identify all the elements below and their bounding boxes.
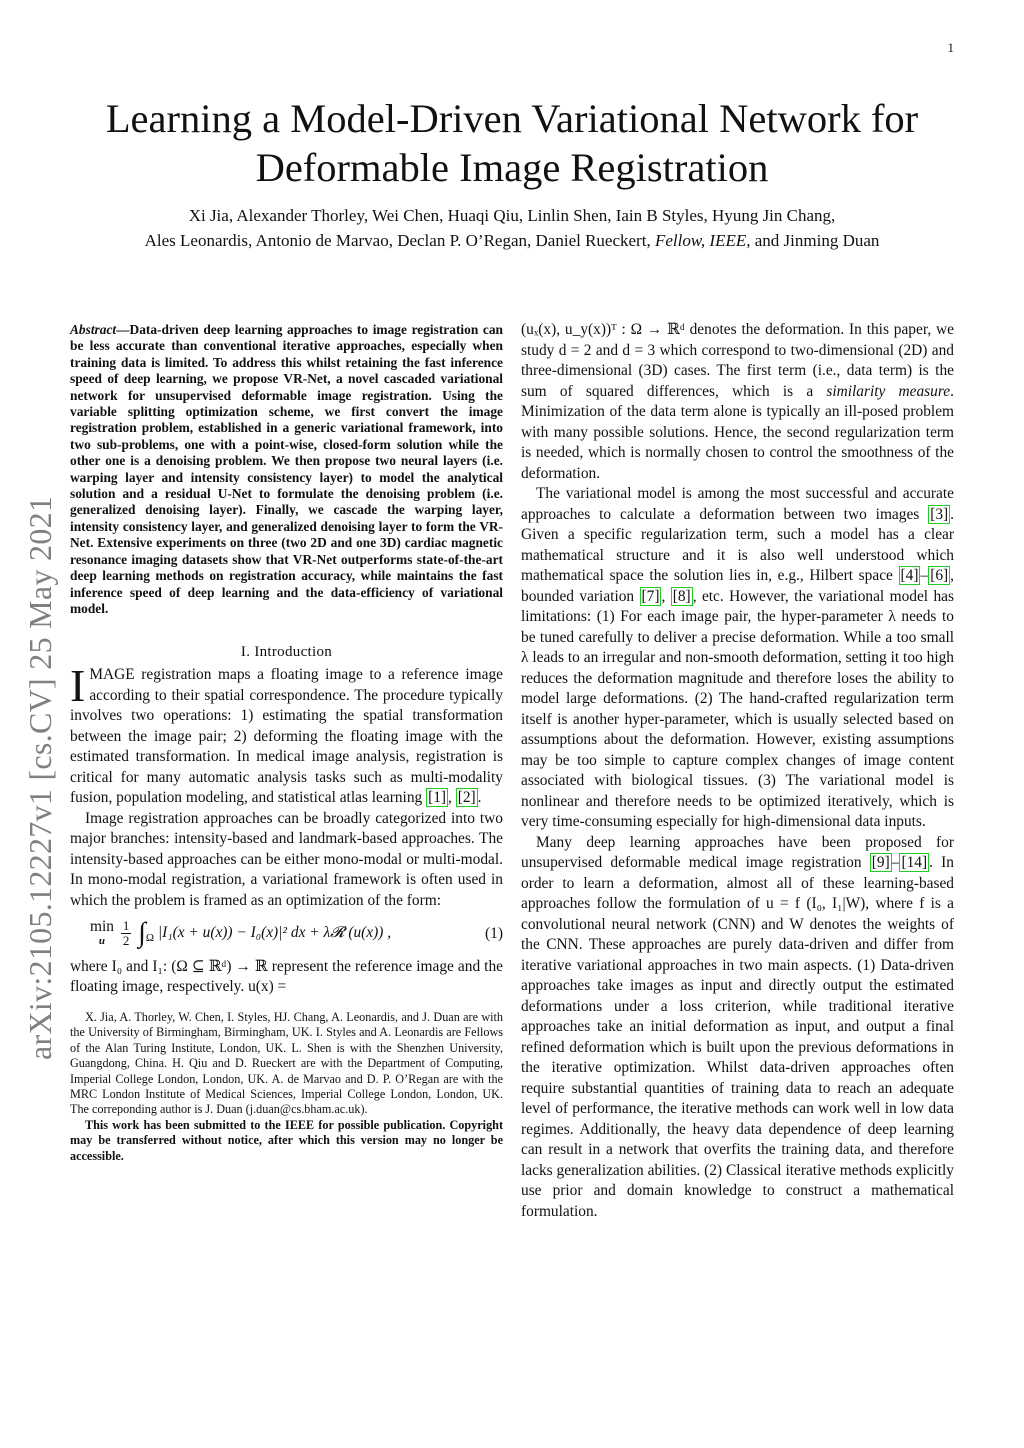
eq-fraction-num: 1 [122, 918, 130, 934]
r3-text-a: Many deep learning approaches have been proposed for unsupervised deformable medical image registration [521, 833, 954, 871]
abstract-lead: Abstract [70, 322, 117, 337]
citation-link[interactable]: [3] [930, 505, 949, 523]
r1-text-a: (uₓ(x), u_y(x))ᵀ : Ω → ℝᵈ denotes the deformation. In this paper, we study d = 2 and d = 3 which correspond to two-dimensional (2D) and three-dimensional (3D) cases. The first term (i.e., data term) is the sum of squared differences, which is a [521, 321, 954, 400]
title-line-1: Learning a Model-Driven Variational Network for [105, 96, 919, 141]
citation-link[interactable]: [14] [901, 854, 928, 871]
footnote-notice: This work has been submitted to the IEEE for possible publication. Copyright may be transferred without notice, after which this version may no longer be accessible. [70, 1117, 503, 1163]
abstract [70, 322, 503, 617]
eq-fraction [121, 919, 132, 948]
dropcap: I [70, 660, 86, 712]
author-list [60, 203, 964, 253]
authors-line-1: Xi Jia, Alexander Thorley, Wei Chen, Huaqi Qiu, Linlin Shen, Iain B Styles, Hyung Jin Chang, [188, 206, 836, 225]
r2-text-c: , bounded variation [521, 567, 954, 605]
intro-paragraph-2: Image registration approaches can be broadly categorized into two major branches: intensity-based and landmark-based approaches. The intensity-based approaches can be either mono-modal or multi-modal. In mono-modal registration, a variational framework is often used in which the problem is framed as an optimization of the form: [70, 809, 503, 909]
citation-dash: – [891, 854, 900, 871]
page-number: 1 [947, 40, 954, 55]
right-column [521, 320, 954, 1222]
right-paragraph-2 [521, 484, 954, 833]
footnote [70, 1010, 503, 1164]
right-paragraph-1 [521, 320, 954, 484]
sentence-end: . [477, 789, 482, 807]
citation-link[interactable]: [4] [900, 567, 919, 584]
arxiv-stamp: arXiv:2105.12227v1 [cs.CV] 25 May 2021 [22, 495, 58, 1060]
authors-line-2 [60, 228, 964, 253]
eq-min: min [90, 917, 114, 935]
r2-text-a: The variational model is among the most successful and accurate approaches to calculate a deformation between two images [521, 485, 954, 523]
eq-fraction-den: 2 [122, 933, 130, 949]
intro-paragraph-1 [70, 660, 503, 809]
authors-line-2a: Ales Leonardis, Antonio de Marvao, Declan P. O’Regan, Daniel Rueckert, [144, 231, 655, 250]
intro-p1-text: MAGE registration maps a floating image to a reference image according to their spatial correspondence. The procedure typically involves two operations: 1) estimating the spatial transformation between the image pair; 2) deforming the floating image with the estimated transformation. In medical image analysis, registration is critical for many automatic analysis tasks such as multi-modality fusion, population modeling, and statistical atlas learning [70, 666, 503, 807]
abstract-text: —Data-driven deep learning approaches to image registration can be less accurate than conventional iterative approaches, especially when training data is limited. To address this whilst retaining the fast inference speed of deep learning, we propose VR-Net, a novel cascaded variational network for unsupervised deformable image registration. Using the variable splitting optimization scheme, we first convert the image registration problem, established in a generic variational framework, into two sub-problems, one with a point-wise, closed-form solution while the other one is a denoising problem. We then propose two neural layers (i.e. warping layer and intensity consistency layer) to model the analytical solution and a residual U-Net to formulate the denoising problem (i.e. generalized denoising layer). Finally, we cascade the warping layer, intensity consistency layer, and generalized denoising layer to form the VR-Net. Extensive experiments on three (two 2D and one 3D) cardiac magnetic resonance imaging datasets show that VR-Net outperforms state-of-the-art deep learning methods on registration accuracy, while maintains the fast inference speed of deep learning and the data-efficiency of variational model. [70, 322, 503, 616]
left-column [70, 322, 503, 1164]
citation-link[interactable]: [6] [930, 567, 949, 584]
right-paragraph-3 [521, 833, 954, 1223]
citation-link[interactable]: [1] [428, 789, 447, 807]
r3-text-b: . In order to learn a deformation, almost all of these learning-based approaches follow the formulation of u = f (I₀, I₁|W), where f is a convolutional neural network (CNN) and W denotes the weights of the CNN. These approaches are purely data-driven and differ from iterative variational approaches in two main aspects. (1) Data-driven approaches take images as input and directly output the estimated deformations under a loss criterion, while traditional iterative approaches take an initial deformation as input, and output a final refined deformation which is built upon the previous deformations in the iterative optimization. Whilst data-driven approaches often require substantial quantities of training data to reach an adequate level of performance, the iterative methods can work well in low data regimes. Additionally, the heavy data dependence of deep learning can result in a network that overfits the training data, and therefore lacks generalization abilities. (2) Classical iterative methods explicitly use prior and domain knowledge to construct a mathematical formulation. [521, 854, 954, 1220]
r2-text-d: , etc. However, the variational model has limitations: (1) For each image pair, the hyper-parameter λ needs to be tuned carefully to deliver a precise deformation. While a too small λ leads to an irregular and non-smooth deformation, setting it too high reduces the deformation magnitude and therefore loses the ability to model large deformations. (2) The hand-crafted regularization term itself is another hyper-parameter, which is usually selected based on assumptions about the deformation. However, existing assumptions may be too simple to capture complex changes of image content associated with biological tissues. (3) The variational model is nonlinear and therefore needs to be optimized iteratively, which is very time-consuming especially for high-dimensional data inputs. [521, 587, 954, 830]
citation-dash: – [920, 567, 929, 584]
citation-link[interactable]: [9] [871, 854, 890, 871]
emphasis-similarity: similarity measure [826, 382, 951, 400]
eq-domain: Ω [145, 932, 155, 945]
equation-1-math [70, 919, 391, 949]
citation-link[interactable]: [7] [641, 587, 660, 605]
title-line-2: Deformable Image Registration [255, 145, 769, 190]
equation-number: (1) [485, 924, 503, 942]
authors-line-2b: , and Jinming Duan [746, 231, 880, 250]
eq-min-subscript: u [98, 934, 106, 947]
citation-link[interactable]: [2] [457, 789, 476, 807]
r2-text-b: . Given a specific regularization term, such a model has a clear mathematical structure and it is also well understood which mathematical space the solution lies in, e.g., Hilbert space [521, 505, 954, 584]
footnote-affiliations: X. Jia, A. Thorley, W. Chen, I. Styles, HJ. Chang, A. Leonardis, and J. Duan are with the University of Birmingham, Birmingham, UK. I. Styles and A. Leonardis are Fellows of the Alan Turing Institute, London, UK. L. Shen is with the Shenzhen University, Guangdong, China. H. Qiu and D. Rueckert are with the Department of Computing, Imperial College London, London, UK. A. de Marvao and D. P. O’Regan are with the MRC London Institute of Medical Sciences, Imperial College London, London, UK. The correponding author is J. Duan (j.duan@cs.bham.ac.uk). [70, 1009, 503, 1117]
eq-integral: ∫ [138, 917, 146, 949]
equation-1 [70, 919, 503, 949]
citation-separator: , [448, 789, 456, 807]
section-heading-introduction: I. Introduction [240, 644, 333, 661]
fellow-ieee: Fellow, IEEE [654, 231, 747, 250]
eq-body: |I₁(x + u(x)) − I₀(x)|² dx + λ𝓡 (u(x)) , [157, 924, 392, 942]
paper-title [60, 94, 964, 192]
citation-separator: , [661, 587, 671, 605]
intro-paragraph-3: where I₀ and I₁: (Ω ⊆ ℝᵈ) → ℝ represent the reference image and the floating image, respectively. u(x) = [70, 957, 503, 996]
intro-body [70, 660, 503, 998]
citation-link[interactable]: [8] [672, 587, 691, 605]
r1-text-b: . Minimization of the data term alone is typically an ill-posed problem with many possible solutions. Hence, the second regularization term is needed, which is normally chosen to control the smoothness of the deformation. [521, 382, 954, 482]
